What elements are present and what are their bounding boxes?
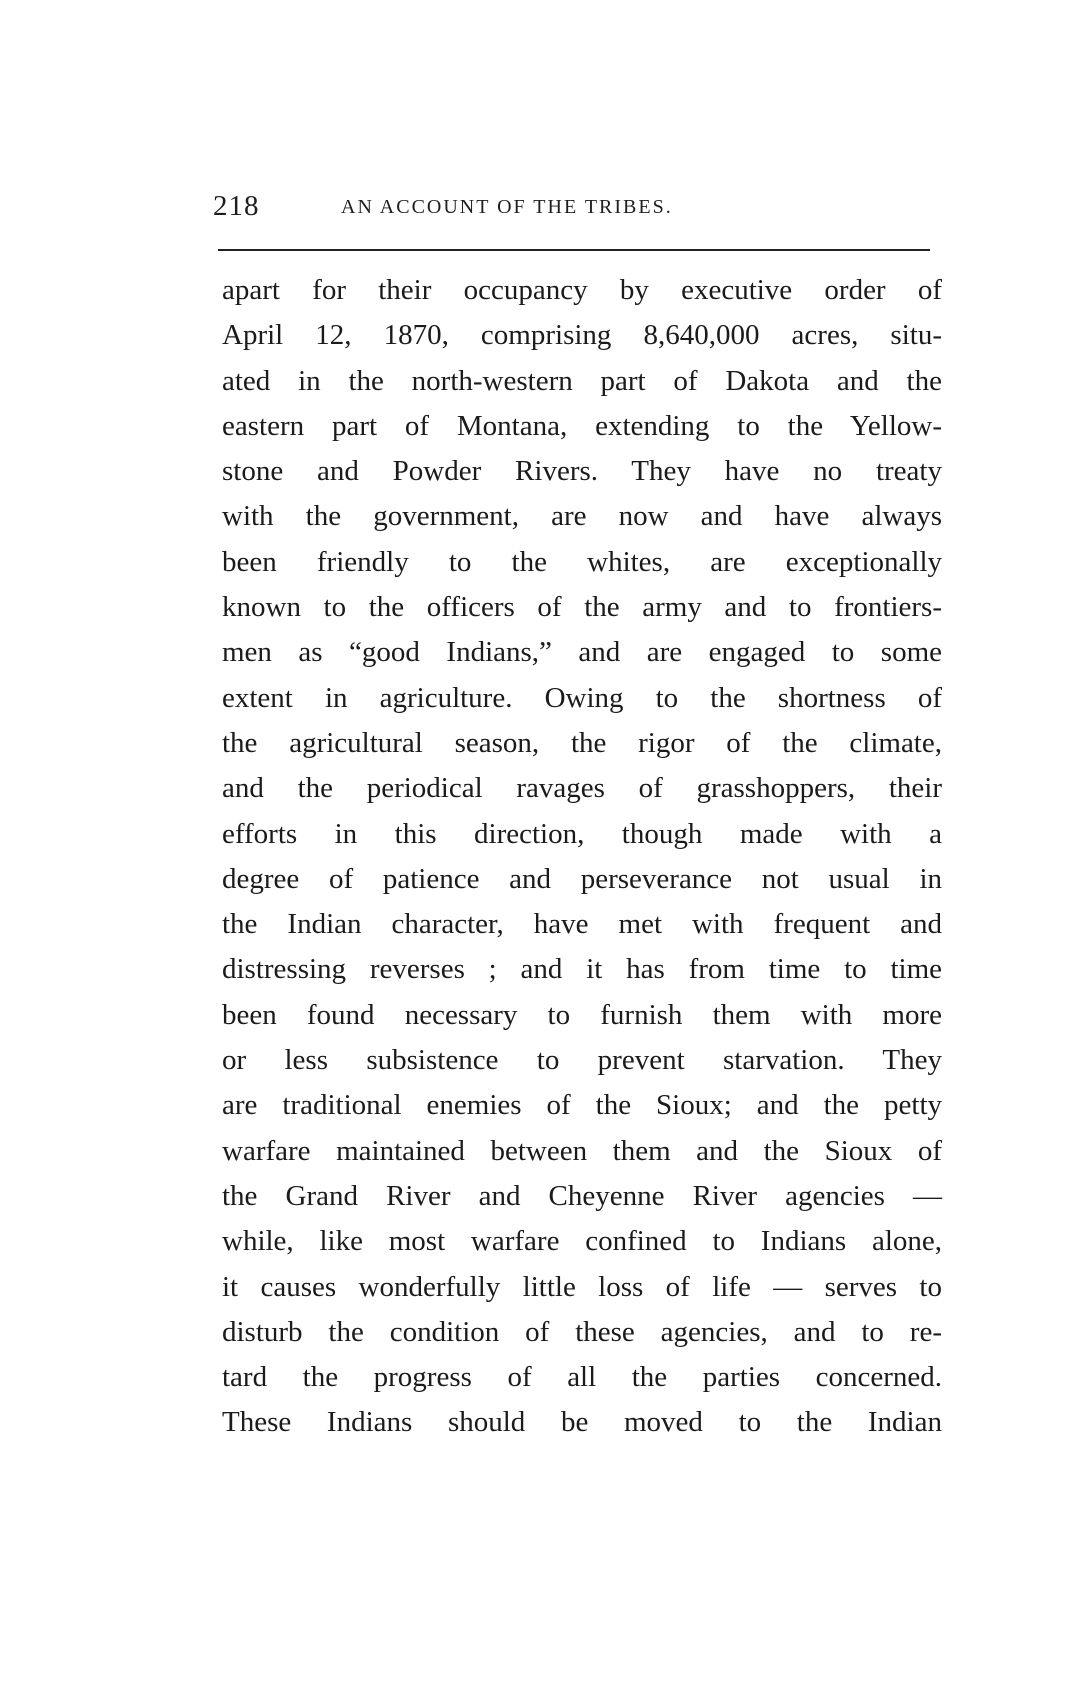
page-number: 218: [213, 190, 260, 222]
text-line: men as “good Indians,” and are engaged to some: [222, 636, 942, 669]
text-line: the Grand River and Cheyenne River agencies —: [222, 1179, 942, 1212]
text-line: and the periodical ravages of grasshoppers, their: [222, 772, 942, 805]
text-line: while, like most warfare confined to Indians alone,: [222, 1225, 942, 1258]
text-line: efforts in this direction, though made with a: [222, 817, 942, 850]
text-line: degree of patience and perseverance not usual in: [222, 862, 942, 895]
text-line: apart for their occupancy by executive order of: [222, 274, 942, 306]
text-line: the Indian character, have met with frequent and: [222, 908, 942, 941]
text-line: been friendly to the whites, are exceptionally: [222, 545, 942, 578]
running-head-title: AN ACCOUNT OF THE TRIBES.: [341, 196, 673, 218]
text-line: known to the officers of the army and to frontiers-: [222, 591, 942, 624]
text-line: with the government, are now and have always: [222, 500, 942, 533]
text-line: been found necessary to furnish them with more: [222, 998, 942, 1031]
text-line: the agricultural season, the rigor of the climate,: [222, 726, 942, 759]
text-line: stone and Powder Rivers. They have no treaty: [222, 455, 942, 488]
text-line: ated in the north-western part of Dakota and the: [222, 364, 942, 397]
text-line: it causes wonderfully little loss of life — serves to: [222, 1270, 942, 1303]
text-line: These Indians should be moved to the Indian: [222, 1406, 942, 1439]
text-line: warfare maintained between them and the Sioux of: [222, 1134, 942, 1167]
text-line: distressing reverses ; and it has from time to time: [222, 953, 942, 986]
running-head: [213, 190, 933, 230]
body-text: [222, 268, 942, 1446]
header-rule: [218, 249, 930, 251]
text-line: extent in agriculture. Owing to the shortness of: [222, 681, 942, 714]
text-line: eastern part of Montana, extending to the Yellow-: [222, 409, 942, 442]
text-line: or less subsistence to prevent starvation. They: [222, 1044, 942, 1077]
text-line: April 12, 1870, comprising 8,640,000 acres, situ-: [222, 319, 942, 352]
text-line: tard the progress of all the parties concerned.: [222, 1361, 942, 1394]
text-line: are traditional enemies of the Sioux; and the petty: [222, 1089, 942, 1122]
text-line: disturb the condition of these agencies, and to re-: [222, 1315, 942, 1348]
